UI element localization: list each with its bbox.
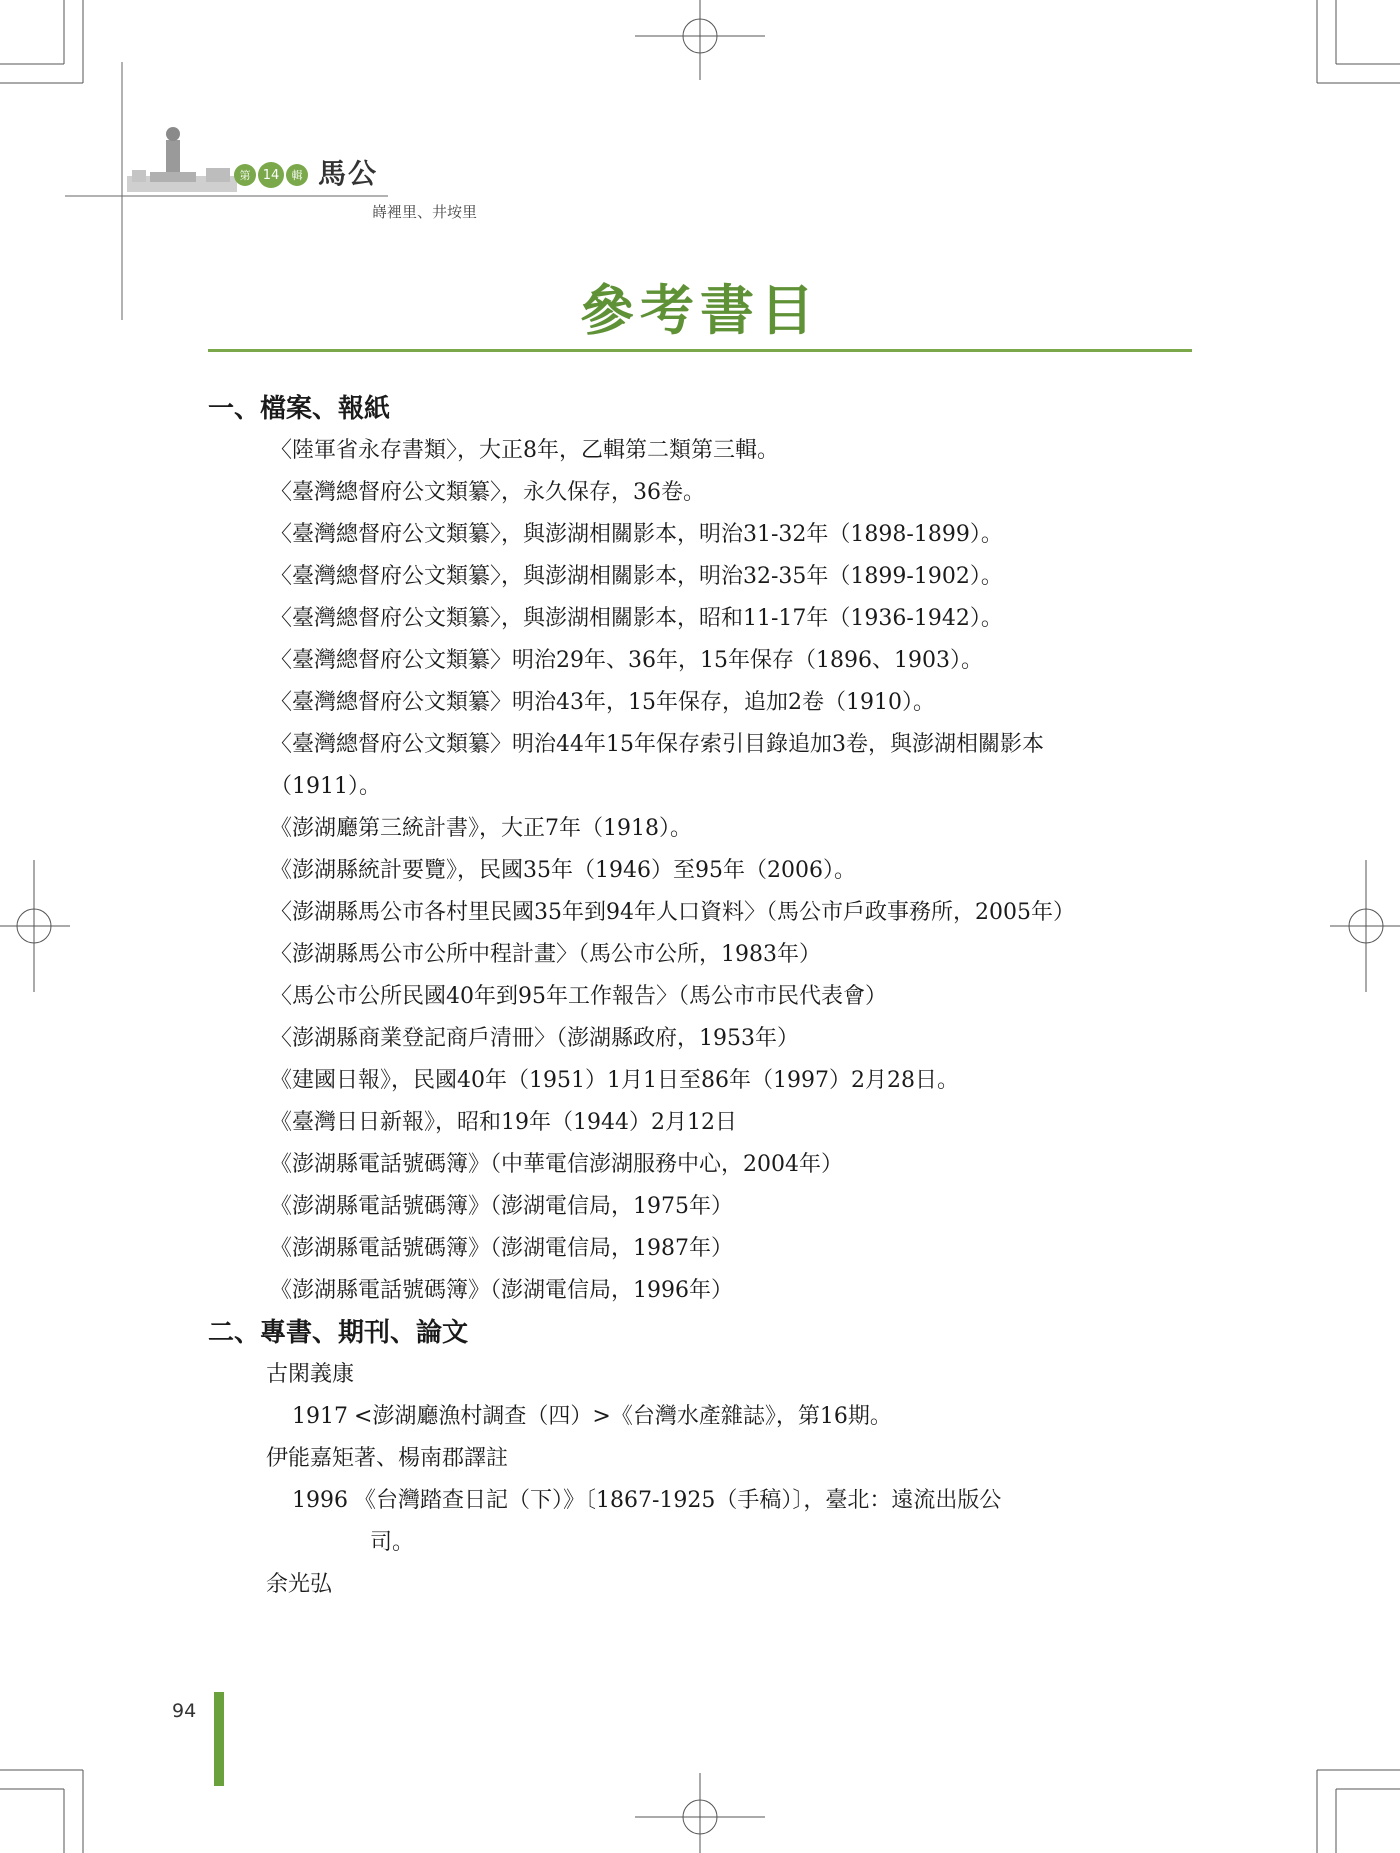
bib-entry: 《建國日報》，民國40年（1951）1月1日至86年（1997）2月28日。 [270,1068,959,1093]
citation-text: 《台灣踏查日記（下）》〔1867-1925（手稿）〕，臺北：遠流出版公 [354,1488,1002,1513]
running-header [118,150,378,194]
author-name: 古閑義康 [266,1362,355,1387]
bib-entry: 〈臺灣總督府公文類纂〉，與澎湖相關影本，明治32-35年（1899-1902）。 [270,564,1003,589]
bib-entry: 《澎湖縣電話號碼簿》（澎湖電信局，1996年） [270,1278,733,1303]
bib-entry: 〈陸軍省永存書類〉，大正8年，乙輯第二類第三輯。 [270,438,779,463]
bib-entry: 《澎湖縣統計要覽》，民國35年（1946）至95年（2006）。 [270,858,856,883]
bib-entry-continuation: （1911）。 [270,774,381,799]
page-number-bar [214,1692,224,1786]
bib-entry: 《澎湖縣電話號碼簿》（澎湖電信局，1987年） [270,1236,733,1261]
author-name: 余光弘 [266,1572,333,1597]
bib-entry: 《澎湖廳第三統計書》，大正7年（1918）。 [270,816,692,841]
bib-entry: 〈臺灣總督府公文類纂〉明治43年，15年保存，追加2卷（1910）。 [270,690,935,715]
bib-entry: 〈臺灣總督府公文類纂〉，與澎湖相關影本，明治31-32年（1898-1899）。 [270,522,1003,547]
citation-text: <澎湖廳漁村調查（四）>《台灣水產雜誌》，第16期。 [354,1404,892,1429]
page-title: 參考書目 [580,278,820,342]
volume-suffix: 輯 [286,164,308,186]
brand-title: 馬公 [318,157,379,190]
bib-entry: 《臺灣日日新報》，昭和19年（1944）2月12日 [270,1110,737,1135]
title-rule [208,349,1192,352]
author-name: 伊能嘉矩著、楊南郡譯註 [266,1446,509,1471]
bib-entry: 〈澎湖縣商業登記商戶清冊〉（澎湖縣政府，1953年） [270,1026,799,1051]
citation-continuation: 司。 [370,1530,415,1555]
bib-entry: 〈臺灣總督府公文類纂〉明治44年15年保存索引目錄追加3卷，與澎湖相關影本 [270,732,1044,757]
citation [292,1396,1198,1438]
bib-entry: 〈馬公市公所民國40年到95年工作報告〉（馬公市市民代表會） [270,984,887,1009]
citation-year: 1917 [292,1404,348,1429]
citation-year: 1996 [292,1488,348,1513]
bib-entry: 〈澎湖縣馬公市各村里民國35年到94年人口資料〉（馬公市戶政事務所，2005年） [270,900,1075,925]
bib-entry: 〈臺灣總督府公文類纂〉，永久保存，36卷。 [270,480,705,505]
volume-prefix: 第 [234,164,256,186]
bib-entry: 《澎湖縣電話號碼簿》（澎湖電信局，1975年） [270,1194,733,1219]
volume-number: 14 [258,162,284,188]
bib-entry: 〈臺灣總督府公文類纂〉，與澎湖相關影本，昭和11-17年（1936-1942）。 [270,606,1003,631]
bib-entry: 《澎湖縣電話號碼簿》（中華電信澎湖服務中心，2004年） [270,1152,843,1177]
bibliography [208,388,1198,1606]
bib-entry: 〈臺灣總督府公文類纂〉明治29年、36年，15年保存（1896、1903）。 [270,648,983,673]
citation [292,1480,1198,1522]
page-number: 94 [172,1700,197,1722]
volume-badge [234,162,308,188]
header-subtitle: 嵵裡里、井垵里 [372,203,478,221]
section-heading: 一、檔案、報紙 [208,394,391,424]
bib-entry: 〈澎湖縣馬公市公所中程計畫〉（馬公市公所，1983年） [270,942,821,967]
section-heading: 二、專書、期刊、論文 [208,1318,469,1348]
